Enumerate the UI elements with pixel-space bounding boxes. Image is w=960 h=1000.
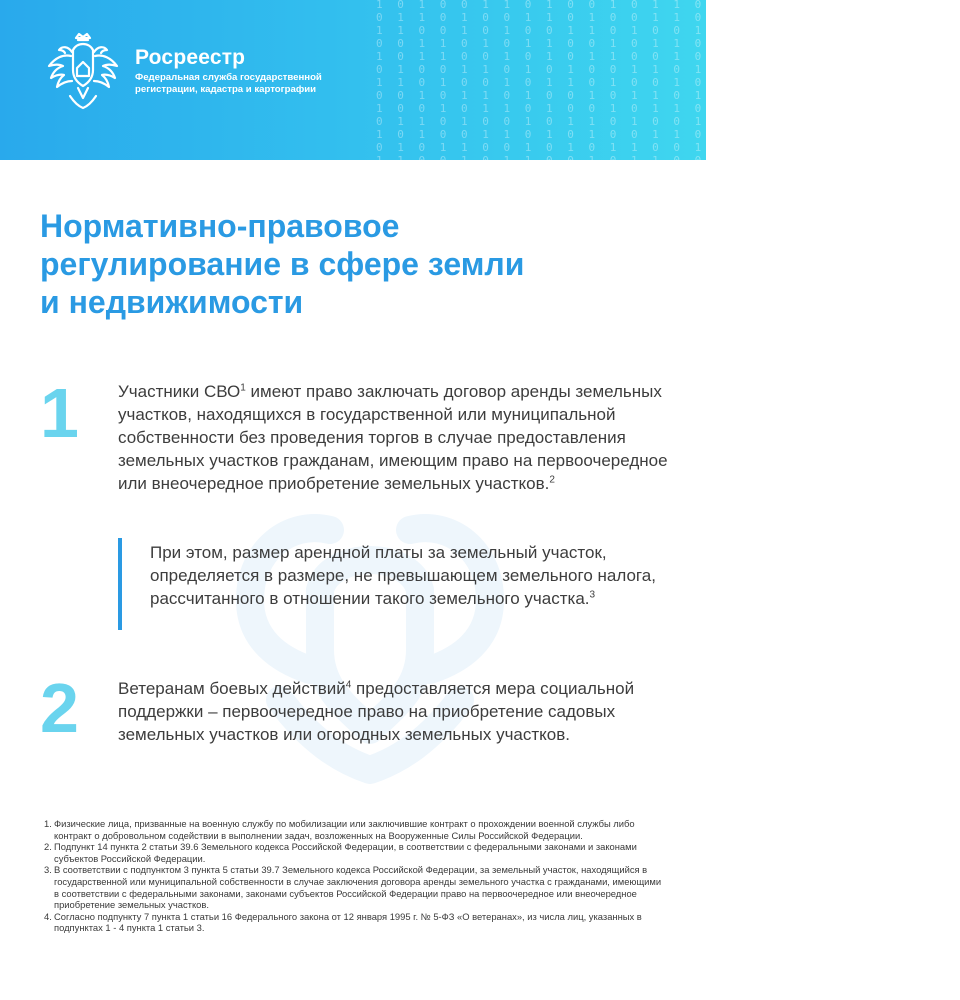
quote-text [150,541,670,610]
item-number: 2 [40,669,79,747]
footnote-item [44,864,664,910]
footnotes-list [44,818,664,934]
logo-name: Росреестр [135,46,246,69]
footnote-ref: 2 [549,474,555,486]
item-text-part: имеют право заключать договор аренды земельных участков, находящихся в государственной или муниципальной собственности без проведения торгов в случае предоставления земельных участков гражданам, имеющим право на первоочередное или внеочередное приобретение земельных участков. [118,382,668,493]
title-line: Нормативно-правовое [40,208,400,244]
footnote-number: 3. [44,864,52,876]
item-text-part: предоставляется мера социальной поддержки – первоочередное право на приобретение садовых земельных участков или огородных земельных участков. [118,679,635,744]
footnote-text: Физические лица, призванные на военную службу по мобилизации или заключившие контракт о прохождении военной службы либо контракт о добровольном содействии в выполнении задач, возложенных на Вооруженные Силы Российской Федерации. [54,818,635,841]
logo-subtitle: Федеральная служба государственной регистрации, кадастра и картографии [135,72,322,95]
footnote-number: 2. [44,841,52,853]
quote-accent-bar [118,538,122,630]
footnote-text: Согласно подпункту 7 пункта 1 статьи 16 Федерального закона от 12 января 1995 г. № 5-ФЗ «О ветеранах», из числа лиц, указанных в подпунктах 1 - 4 пункта 1 статьи 3. [54,910,642,934]
page-title [40,207,640,321]
double-headed-eagle-emblem-icon [40,30,126,116]
footnote-text: Подпункт 14 пункта 2 статьи 39.6 Земельного кодекса Российской Федерации, в соответствии с федеральными законами и законами субъектов Российской Федерации. [54,841,637,864]
footnote-ref: 4 [345,679,352,691]
footnote-text: В соответствии с подпунктом 3 пункта 5 статьи 39.7 Земельного кодекса Российской Федерации, за земельный участок, находящийся в государственной или муниципальной собственности в случае заключения договора аренды земельного участка с гражданами, имеющими в соответствии с федеральными законами, законами субъектов Российской Федерации право на первоочередное или внеочередное приобретение земельных участков. [54,864,662,911]
title-line: регулирование в сфере земли [40,246,525,282]
title-line: и недвижимости [40,284,304,320]
item-text-part: Ветеранам боевых действий [118,679,346,698]
item-text [118,380,683,495]
item-text [118,677,683,746]
item-text-part: Участники СВО [118,382,241,401]
binary-pattern: 1 0 1 0 0 1 1 0 1 0 0 1 0 1 1 0 1 0 1 0 0 1 1 0 1 0 0 1 0 1 1 0 1 0 0 1 1 0 1 0 0 1 1 0 0 1 0 1 1 0 0 1 1 0 1 0 1 1 0 0 1 0 1 0 0 1 1 0 1 0 0 1 1 0 1 0 0 1 0 1 1 0 0 1 0 0 1 1 0 1 0 1 1 0 0 1 0 1 1 0 0 1 1 0 1 0 1 0 0 1 1 0 1 0 1 1 0 0 1 0 1 0 1 1 0 0 1 0 1 1 0 0 1 0 1 0 1 1 0 0 0 1 0 0 1 1 0 1 0 1 0 0 1 1 0 1 0 0 1 1 0 1 0 1 0 0 1 1 1 1 0 1 0 0 1 0 1 1 0 1 0 0 1 0 1 1 0 1 0 0 1 0 1 1 0 1 0 0 1 0 1 1 0 1 0 0 1 0 1 1 0 1 0 0 1 0 1 1 0 1 0 0 1 0 1 0 0 1 0 1 1 0 1 0 0 1 0 1 1 0 1 0 0 1 0 1 1 0 1 0 0 1 0 1 1 0 1 0 0 1 0 1 1 0 1 0 0 1 0 1 1 0 1 0 0 1 0 1 1 0 1 0 1 0 0 1 1 0 1 0 1 0 0 1 1 0 1 0 1 0 0 1 1 0 1 0 1 0 0 1 0 1 1 0 0 1 0 1 0 1 1 0 0 1 0 1 0 1 1 0 0 1 0 1 0 1 1 1 0 0 1 0 1 1 0 0 1 0 1 1 0 0 1 0 1 1 0 0 1 0 1 1 0 0 [376,0,960,167]
footnote-item [44,818,664,841]
header-banner [0,0,960,167]
footnote-item [44,911,664,934]
quote-body: При этом, размер арендной платы за земельный участок, определяется в размере, не превышающем земельного налога, рассчитанного в отношении такого земельного участка. [150,543,656,608]
footnote-number: 4. [44,910,52,922]
footnote-ref: 1 [240,382,246,394]
footnote-item [44,841,664,864]
footnote-number: 1. [44,818,52,829]
item-number: 1 [40,374,79,452]
footnote-ref: 3 [589,589,596,601]
